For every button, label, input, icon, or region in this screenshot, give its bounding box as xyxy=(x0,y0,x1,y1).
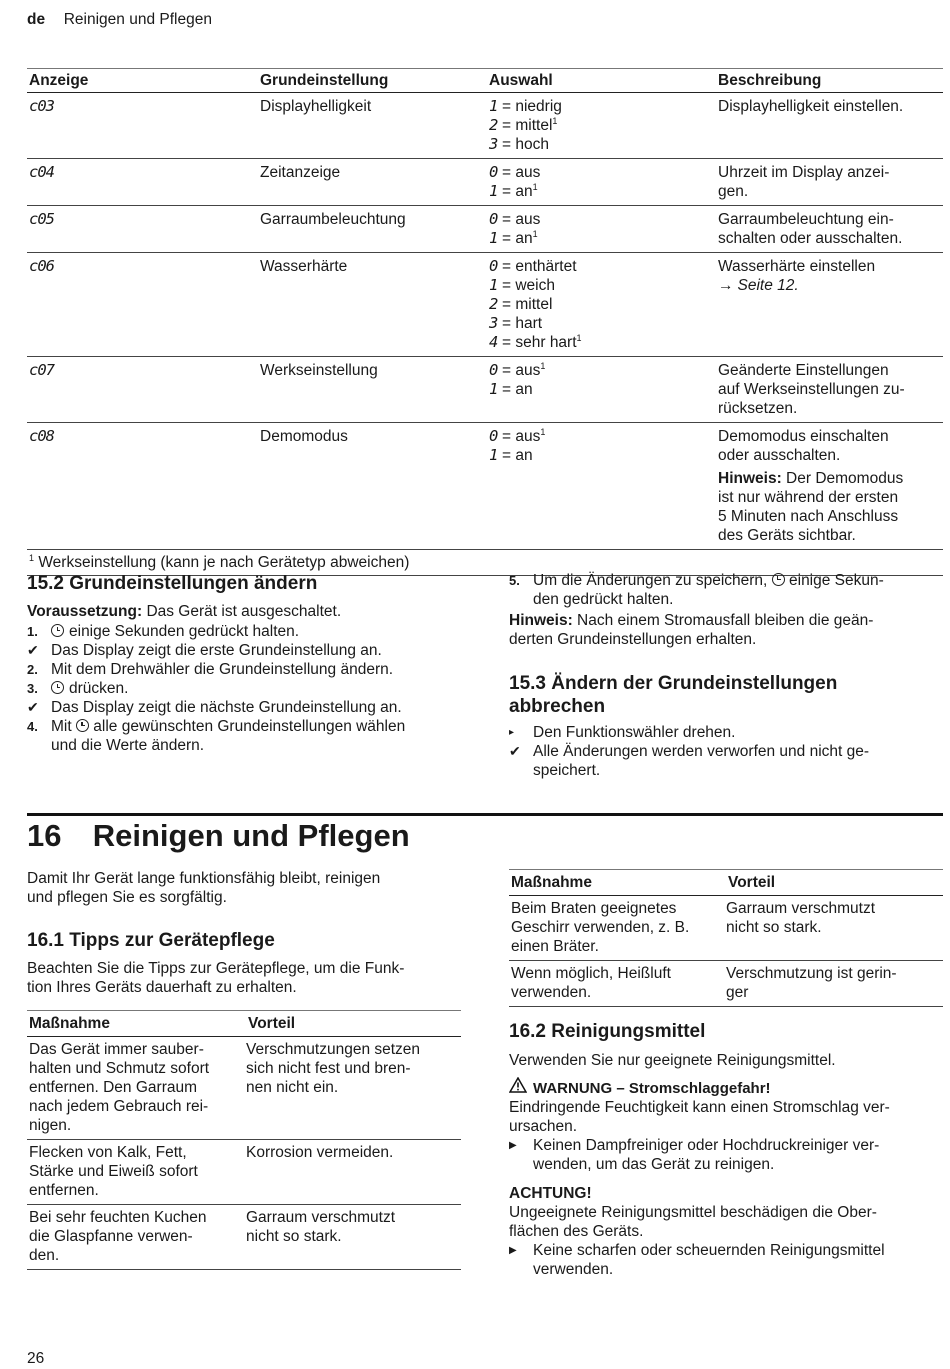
table-row xyxy=(509,896,943,961)
caution-text xyxy=(509,1203,943,1241)
settings-row xyxy=(27,159,943,206)
note-label: Hinweis: xyxy=(718,470,782,487)
option-line xyxy=(489,333,718,352)
note-text: derten Grundeinstellungen erhalten. xyxy=(509,631,757,648)
setting-name: Wasserhärte xyxy=(260,258,348,275)
footnote-ref: 1 xyxy=(576,332,582,343)
precondition-text: Das Gerät ist ausgeschaltet. xyxy=(146,603,342,620)
col-header: Vorteil xyxy=(248,1015,296,1032)
option-value: 3 xyxy=(489,135,498,153)
footnote-ref: 1 xyxy=(532,181,538,192)
option-value: 2 xyxy=(489,295,498,313)
header-lang: de xyxy=(27,11,46,28)
note-block xyxy=(509,611,943,649)
result-list xyxy=(509,723,943,780)
step-item xyxy=(27,660,467,679)
description-cell xyxy=(718,210,943,248)
step-body xyxy=(51,641,382,660)
settings-row xyxy=(27,93,943,159)
description-line: Displayhelligkeit einstellen. xyxy=(718,98,904,115)
checkmark-icon: ✔ xyxy=(27,699,39,715)
option-line xyxy=(489,229,718,248)
option-label: = aus xyxy=(502,362,541,379)
step-body xyxy=(51,698,402,717)
option-label: = an xyxy=(502,381,533,398)
cell-line: Verschmutzung ist gerin- xyxy=(726,965,897,982)
intro-line: und pflegen Sie es sorgfältig. xyxy=(27,889,227,906)
footnote-ref: 1 xyxy=(552,115,558,126)
text-line: ursachen. xyxy=(509,1118,578,1135)
text-line: Ungeeignete Reinigungsmittel beschädigen die Ober- xyxy=(509,1204,877,1221)
step-number: 1. xyxy=(27,624,38,639)
note-text: Nach einem Stromausfall bleiben die geän- xyxy=(577,612,874,629)
section-15-3 xyxy=(509,672,943,780)
intro-line: Damit Ihr Gerät lange funktionsfähig bleibt, reinigen xyxy=(27,870,381,887)
option-value: 1 xyxy=(489,276,498,294)
text-line: Keine scharfen oder scheuernden Reinigungsmittel xyxy=(533,1242,885,1259)
description-line: rücksetzen. xyxy=(718,400,798,417)
cell-line: nicht so stark. xyxy=(246,1228,342,1245)
arrow-right-icon: → xyxy=(718,277,734,294)
settings-row xyxy=(27,206,943,253)
care-tips-rows xyxy=(509,896,943,1007)
benefit-cell xyxy=(726,964,897,1002)
option-line xyxy=(489,182,718,201)
step-5 xyxy=(509,571,943,609)
step-text: Mit xyxy=(51,718,72,735)
caution-instruction xyxy=(509,1241,943,1279)
list-item xyxy=(509,742,943,780)
col-header: Vorteil xyxy=(728,874,776,891)
cell-line: Das Gerät immer sauber- xyxy=(29,1041,204,1058)
option-value: 0 xyxy=(489,257,498,275)
note-text: Der Demomodus xyxy=(786,470,904,487)
item-body xyxy=(533,723,735,742)
text-line: wenden, um das Gerät zu reinigen. xyxy=(533,1156,775,1173)
measure-cell xyxy=(27,1208,246,1265)
table-row xyxy=(27,1037,461,1140)
step-body xyxy=(51,660,393,679)
col-header: Maßnahme xyxy=(29,1015,110,1032)
clock-icon xyxy=(51,624,64,637)
step-body xyxy=(51,622,299,641)
display-code: c08 xyxy=(29,427,54,445)
col-header: Anzeige xyxy=(29,72,89,89)
clock-icon xyxy=(51,681,64,694)
cell-line: Wenn möglich, Heißluft xyxy=(511,965,671,982)
step-item xyxy=(27,622,467,641)
step-text: einige Sekun- xyxy=(789,572,884,589)
cell-line: entfernen. xyxy=(29,1182,99,1199)
option-label: = aus xyxy=(502,428,541,445)
section-title xyxy=(509,672,943,718)
benefit-cell xyxy=(246,1040,420,1135)
section-title: 16.2 Reinigungsmittel xyxy=(509,1021,706,1042)
option-line xyxy=(489,314,718,333)
cell-line: Korrosion vermeiden. xyxy=(246,1144,394,1161)
section-15-2 xyxy=(27,572,467,755)
text-line: verwenden. xyxy=(533,1261,614,1278)
option-label: = enthärtet xyxy=(502,258,577,275)
option-value: 1 xyxy=(489,380,498,398)
step-text: Das Display zeigt die erste Grundeinstellung an. xyxy=(51,642,382,659)
benefit-cell xyxy=(726,899,875,956)
cell-line: Bei sehr feuchten Kuchen xyxy=(29,1209,207,1226)
cell-line: nach jedem Gebrauch rei- xyxy=(29,1098,209,1115)
reference-text: Seite 12. xyxy=(737,277,799,294)
description-cell xyxy=(718,361,943,418)
note-label: Hinweis: xyxy=(509,612,573,629)
checkmark-icon: ✔ xyxy=(509,743,521,759)
description-cell xyxy=(718,163,943,201)
option-label: = mittel xyxy=(502,117,553,134)
table-row xyxy=(27,1140,461,1205)
cell-line: einen Bräter. xyxy=(511,938,599,955)
option-line xyxy=(489,210,718,229)
option-label: = weich xyxy=(502,277,555,294)
option-line xyxy=(489,163,718,182)
option-label: = aus xyxy=(502,211,541,228)
cell-line: Beim Braten geeignetes xyxy=(511,900,677,917)
page-header xyxy=(27,10,212,29)
footnote-ref: 1 xyxy=(540,426,546,437)
note-block xyxy=(718,469,943,545)
triangle-bullet-icon: ▸ xyxy=(509,727,515,738)
item-text: Alle Änderungen werden verworfen und nicht ge- xyxy=(533,743,870,760)
benefit-cell xyxy=(246,1143,393,1200)
description-line: gen. xyxy=(718,183,749,200)
option-value: 2 xyxy=(489,116,498,134)
measure-cell xyxy=(27,1143,246,1200)
description-line: Uhrzeit im Display anzei- xyxy=(718,164,890,181)
option-label: = sehr hart xyxy=(502,334,577,351)
chapter-heading xyxy=(27,818,410,854)
options-cell xyxy=(489,257,718,352)
col-header: Beschreibung xyxy=(718,72,822,89)
options-cell xyxy=(489,163,718,201)
cell-line: halten und Schmutz sofort xyxy=(29,1060,210,1077)
header-title: Reinigen und Pflegen xyxy=(63,11,212,28)
care-tips-table-header xyxy=(509,869,943,896)
option-line xyxy=(489,380,718,399)
option-value: 1 xyxy=(489,229,498,247)
step-text: alle gewünschten Grundeinstellungen wählen xyxy=(93,718,406,735)
benefit-cell xyxy=(246,1208,395,1265)
measure-cell xyxy=(509,899,726,956)
text-line: Beachten Sie die Tipps zur Gerätepflege, um die Funk- xyxy=(27,960,405,977)
list-item xyxy=(509,723,943,742)
caution-title: ACHTUNG! xyxy=(509,1185,592,1202)
step-text: Um die Änderungen zu speichern, xyxy=(533,572,768,589)
option-label: = hoch xyxy=(502,136,549,153)
option-label: = an xyxy=(502,447,533,464)
section-16-2 xyxy=(509,1020,943,1279)
settings-row xyxy=(27,357,943,423)
text-line: Keinen Dampfreiniger oder Hochdruckreiniger ver- xyxy=(533,1137,880,1154)
item-body xyxy=(533,742,869,780)
cell-line: ger xyxy=(726,984,749,1001)
warning-instruction xyxy=(509,1136,943,1174)
cell-line: Verschmutzungen setzen xyxy=(246,1041,421,1058)
option-value: 0 xyxy=(489,210,498,228)
option-value: 1 xyxy=(489,182,498,200)
display-code: c04 xyxy=(29,163,54,181)
step-text: den gedrückt halten. xyxy=(533,591,674,608)
cell-line: verwenden. xyxy=(511,984,592,1001)
section-text xyxy=(27,959,467,997)
option-label: = aus xyxy=(502,164,541,181)
setting-name: Zeitanzeige xyxy=(260,164,341,181)
item-text: Den Funktionswähler drehen. xyxy=(533,724,736,741)
option-value: 1 xyxy=(489,446,498,464)
option-value: 0 xyxy=(489,163,498,181)
cell-line: nigen. xyxy=(29,1117,72,1134)
settings-row xyxy=(27,423,943,550)
settings-table xyxy=(27,68,943,576)
step-text: einige Sekunden gedrückt halten. xyxy=(69,623,300,640)
description-line: oder ausschalten. xyxy=(718,447,841,464)
cell-line: den. xyxy=(29,1247,60,1264)
cell-line: sich nicht fest und bren- xyxy=(246,1060,411,1077)
option-line xyxy=(489,276,718,295)
step-number: 4. xyxy=(27,719,38,734)
page-reference[interactable] xyxy=(718,276,943,295)
option-line xyxy=(489,446,718,465)
section-16-1 xyxy=(27,929,467,997)
cell-line: Garraum verschmutzt xyxy=(726,900,876,917)
cell-line: nen nicht ein. xyxy=(246,1079,339,1096)
description-cell xyxy=(718,427,943,545)
footnote-ref: 1 xyxy=(532,228,538,239)
measure-cell xyxy=(509,964,726,1002)
footnote-mark: 1 xyxy=(29,552,35,563)
cell-line: entfernen. Den Garraum xyxy=(29,1079,198,1096)
option-value: 3 xyxy=(489,314,498,332)
triangle-bullet-icon: ▶ xyxy=(509,1245,517,1256)
option-line xyxy=(489,97,718,116)
option-value: 1 xyxy=(489,97,498,115)
option-line xyxy=(489,257,718,276)
description-line: auf Werkseinstellungen zu- xyxy=(718,381,905,398)
step-number: 3. xyxy=(27,681,38,696)
col-header: Maßnahme xyxy=(511,874,592,891)
note-line: des Geräts sichtbar. xyxy=(718,527,856,544)
step-text: Das Display zeigt die nächste Grundeinstellung an. xyxy=(51,699,402,716)
settings-table-header xyxy=(27,68,943,93)
precondition xyxy=(27,602,467,621)
col-header: Auswahl xyxy=(489,72,553,89)
section-title: 15.2 Grundeinstellungen ändern xyxy=(27,573,318,594)
step-item xyxy=(27,641,467,660)
option-value: 4 xyxy=(489,333,498,351)
description-line: Wasserhärte einstellen xyxy=(718,258,876,275)
note-line: ist nur während der ersten xyxy=(718,489,899,506)
step-text: und die Werte ändern. xyxy=(51,737,205,754)
option-label: = niedrig xyxy=(502,98,562,115)
chapter-title: Reinigen und Pflegen xyxy=(92,818,410,853)
note-line xyxy=(718,469,943,488)
option-value: 0 xyxy=(489,427,498,445)
description-cell xyxy=(718,97,943,154)
option-line xyxy=(489,135,718,154)
care-tips-table-header xyxy=(27,1010,461,1037)
warning-text xyxy=(509,1098,943,1136)
page-number: 26 xyxy=(27,1350,45,1367)
chapter-rule xyxy=(27,813,943,816)
measure-cell xyxy=(27,1040,246,1135)
text-line: tion Ihres Geräts dauerhaft zu erhalten. xyxy=(27,979,297,996)
description-line: Geänderte Einstellungen xyxy=(718,362,889,379)
care-tips-table xyxy=(27,1010,461,1270)
setting-name: Displayhelligkeit xyxy=(260,98,372,115)
step-item xyxy=(27,698,467,717)
option-label: = mittel xyxy=(502,296,553,313)
options-cell xyxy=(489,97,718,154)
care-tips-table-cont xyxy=(509,869,943,1007)
cell-line: die Glaspfanne verwen- xyxy=(29,1228,193,1245)
step-text: drücken. xyxy=(69,680,129,697)
item-text: speichert. xyxy=(533,762,601,779)
chapter-intro xyxy=(27,869,467,907)
options-cell xyxy=(489,210,718,248)
display-code: c07 xyxy=(29,361,54,379)
footnote-ref: 1 xyxy=(540,360,546,371)
clock-icon xyxy=(76,719,89,732)
section-title: 16.1 Tipps zur Gerätepflege xyxy=(27,930,275,951)
display-code: c03 xyxy=(29,97,54,115)
display-code: c05 xyxy=(29,210,54,228)
chapter-number: 16 xyxy=(27,818,62,853)
step-body xyxy=(51,679,128,698)
step-text: Mit dem Drehwähler die Grundeinstellung ändern. xyxy=(51,661,394,678)
description-line: schalten oder ausschalten. xyxy=(718,230,903,247)
col-header: Grundeinstellung xyxy=(260,72,389,89)
footnote-text: Werkseinstellung (kann je nach Gerätetyp abweichen) xyxy=(38,554,410,571)
note-line: 5 Minuten nach Anschluss xyxy=(718,508,899,525)
option-line xyxy=(489,361,718,380)
settings-rows xyxy=(27,93,943,550)
warning-title: WARNUNG – Stromschlaggefahr! xyxy=(533,1080,771,1097)
step-number: 2. xyxy=(27,662,38,677)
option-line xyxy=(489,427,718,446)
setting-name: Werkseinstellung xyxy=(260,362,378,379)
text-line: flächen des Geräts. xyxy=(509,1223,644,1240)
title-line: abbrechen xyxy=(509,696,606,717)
table-row xyxy=(27,1205,461,1270)
clock-icon xyxy=(772,573,785,586)
option-value: 0 xyxy=(489,361,498,379)
table-row xyxy=(509,961,943,1007)
step-body xyxy=(51,717,405,755)
options-cell xyxy=(489,427,718,545)
cell-line: Flecken von Kalk, Fett, xyxy=(29,1144,187,1161)
step-item xyxy=(27,717,467,755)
option-line xyxy=(489,116,718,135)
care-tips-rows xyxy=(27,1037,461,1270)
description-cell xyxy=(718,257,943,352)
checkmark-icon: ✔ xyxy=(27,642,39,658)
section-15-2-cont xyxy=(509,571,943,649)
step-item xyxy=(27,679,467,698)
option-label: = hart xyxy=(502,315,543,332)
step-number: 5. xyxy=(509,573,520,588)
title-line: 15.3 Ändern der Grundeinstellungen xyxy=(509,673,838,694)
description-line: Garraumbeleuchtung ein- xyxy=(718,211,894,228)
text-line: Eindringende Feuchtigkeit kann einen Stromschlag ver- xyxy=(509,1099,890,1116)
description-line: Demomodus einschalten xyxy=(718,428,889,445)
option-label: = an xyxy=(502,183,533,200)
cell-line: Geschirr verwenden, z. B. xyxy=(511,919,690,936)
display-code: c06 xyxy=(29,257,54,275)
options-cell xyxy=(489,361,718,418)
cell-line: Garraum verschmutzt xyxy=(246,1209,396,1226)
cell-line: nicht so stark. xyxy=(726,919,822,936)
option-label: = an xyxy=(502,230,533,247)
section-text: Verwenden Sie nur geeignete Reinigungsmittel. xyxy=(509,1052,836,1069)
warning-icon xyxy=(509,1077,533,1098)
cell-line: Stärke und Eiweiß sofort xyxy=(29,1163,198,1180)
setting-name: Garraumbeleuchtung xyxy=(260,211,406,228)
step-list xyxy=(27,622,467,755)
precondition-label: Voraussetzung: xyxy=(27,603,143,620)
triangle-bullet-icon: ▶ xyxy=(509,1140,517,1151)
option-line xyxy=(489,295,718,314)
setting-name: Demomodus xyxy=(260,428,348,445)
settings-row xyxy=(27,253,943,357)
warning-heading xyxy=(509,1077,943,1098)
